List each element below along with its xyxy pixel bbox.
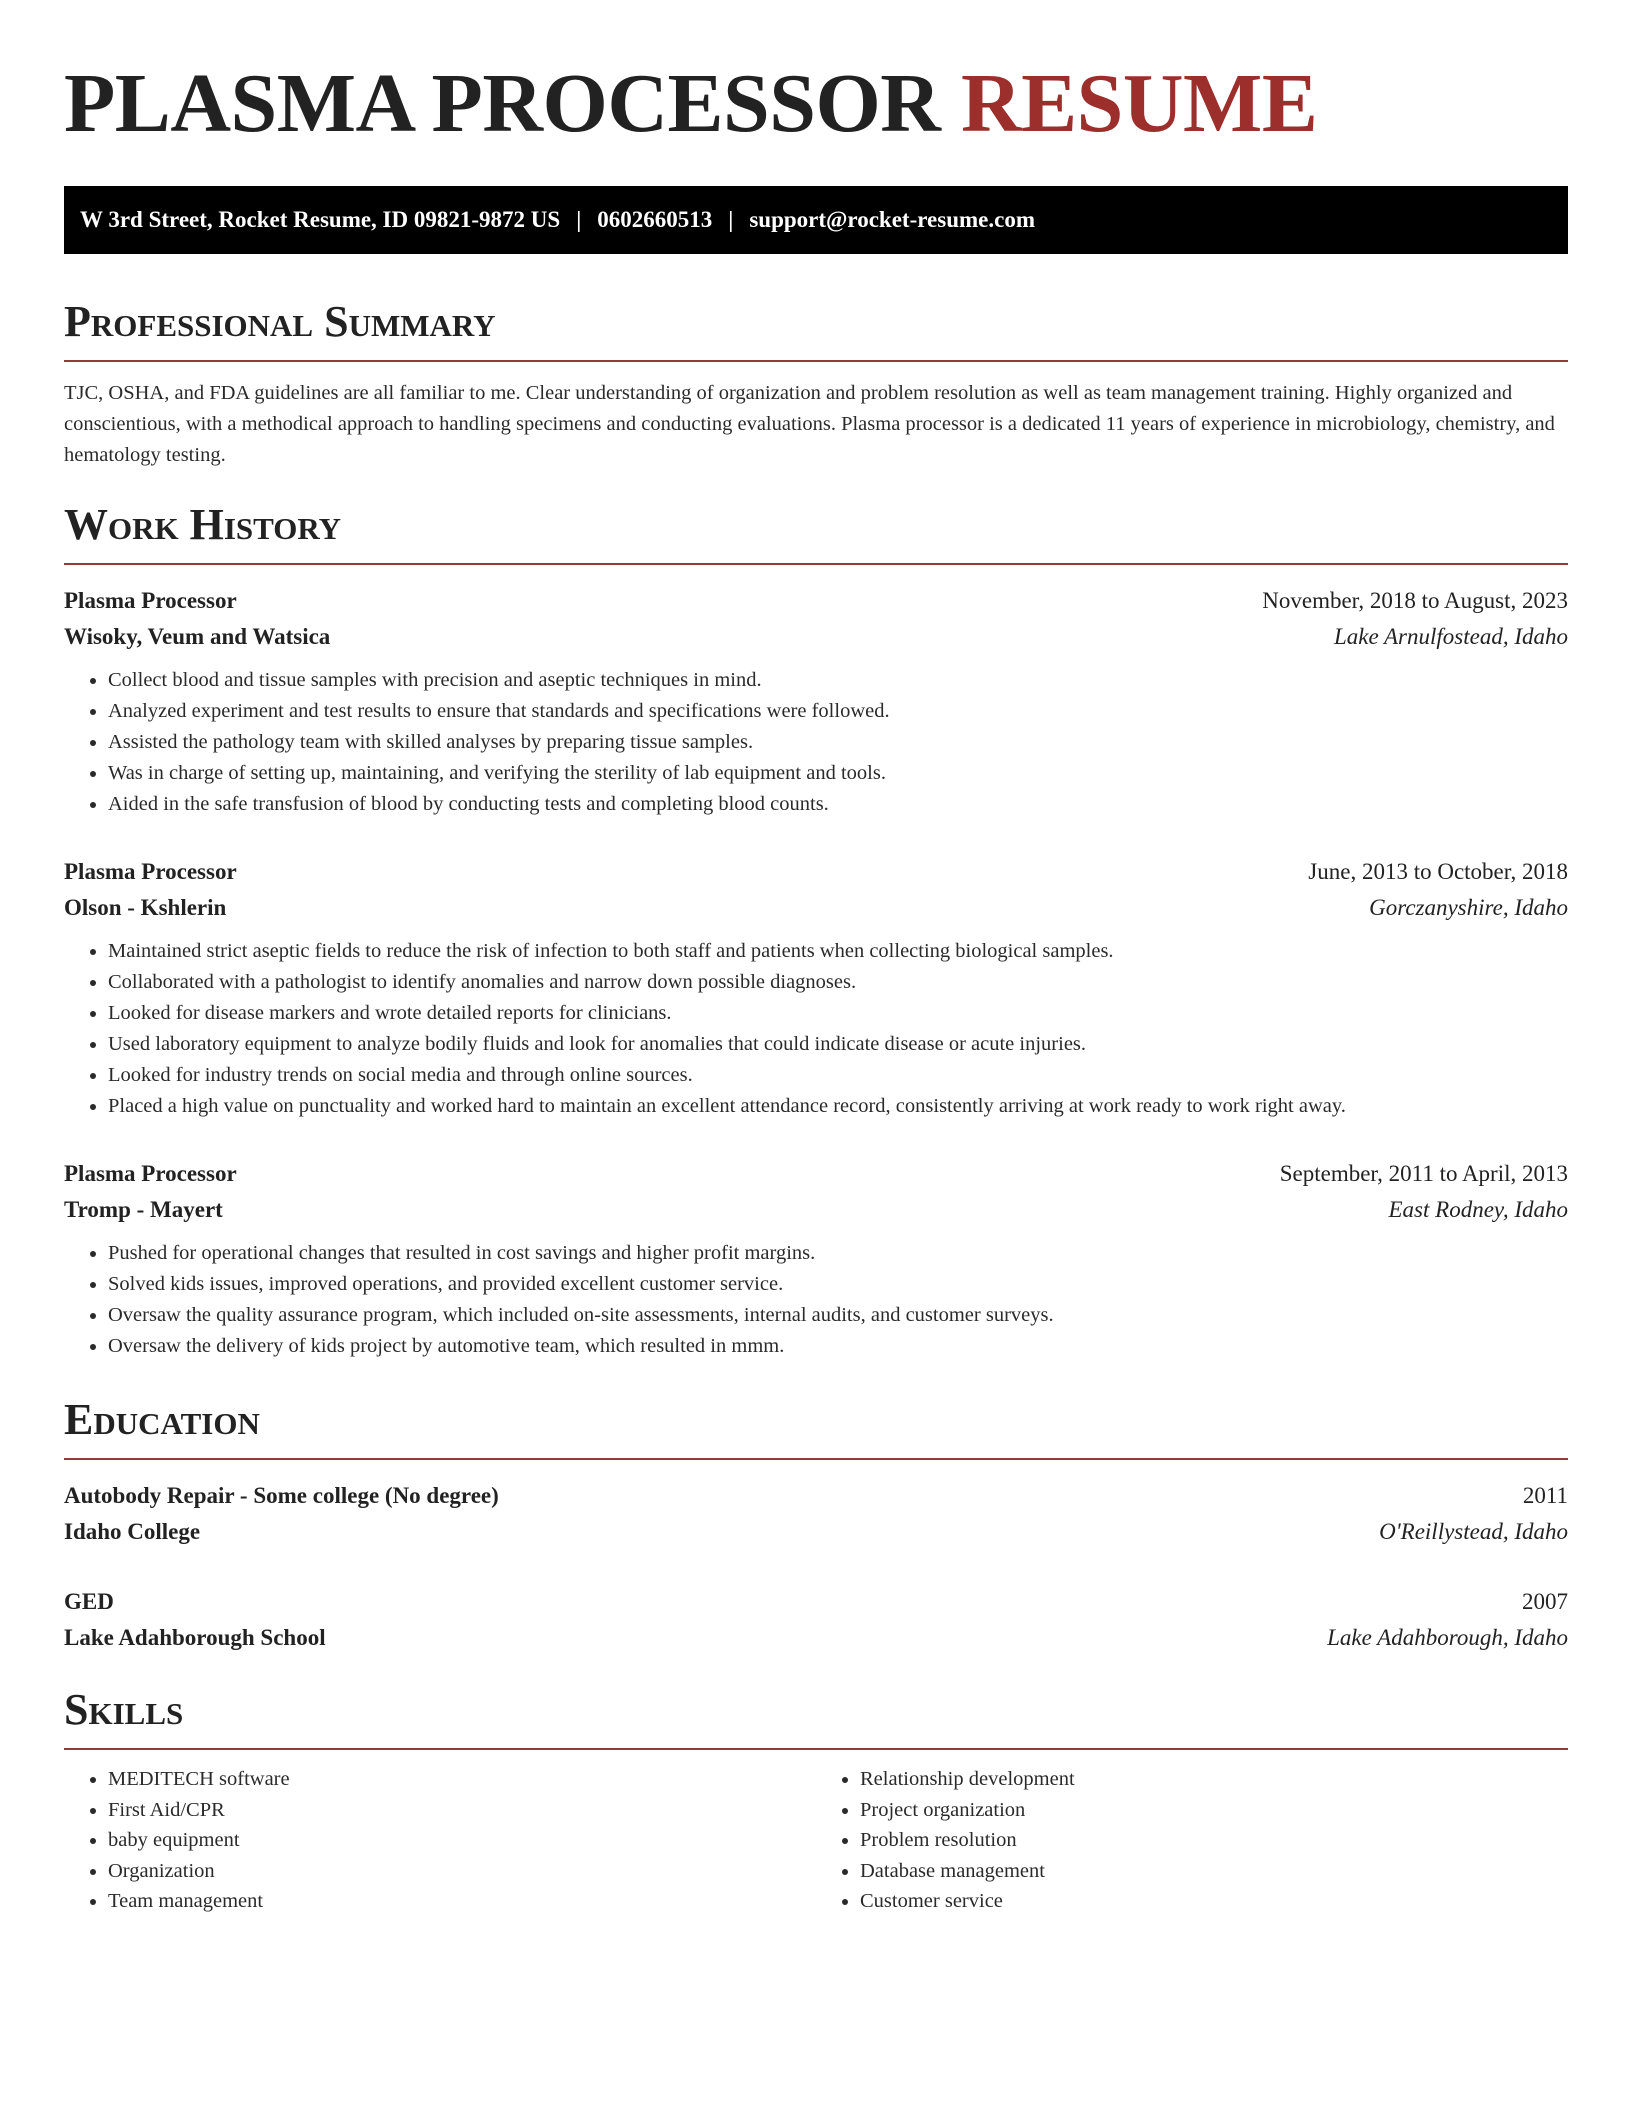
job-bullet: • Collaborated with a pathologist to identify anomalies and narrow down possible diagnoses. xyxy=(108,967,1568,998)
job-header-row xyxy=(64,1156,1568,1192)
job-bullet: • Oversaw the delivery of kids project by automotive team, which resulted in mmm. xyxy=(108,1331,1568,1362)
job-company-row xyxy=(64,890,1568,926)
job-dates: June, 2013 to October, 2018 xyxy=(1308,859,1568,884)
education-school-row xyxy=(64,1514,1568,1550)
education-degree: GED xyxy=(64,1589,114,1614)
job-bullets xyxy=(64,665,1568,820)
skill-item: • First Aid/CPR xyxy=(108,1795,816,1826)
summary-heading: Professional Summary xyxy=(64,297,496,346)
education-degree-row xyxy=(64,1478,1568,1514)
contact-email: support@rocket-resume.com xyxy=(749,207,1035,232)
skill-item: • baby equipment xyxy=(108,1825,816,1856)
job-company-row xyxy=(64,1192,1568,1228)
contact-separator: | xyxy=(728,207,734,232)
education-school-row xyxy=(64,1620,1568,1656)
skill-item: • Relationship development xyxy=(860,1764,1568,1795)
skill-item: • MEDITECH software xyxy=(108,1764,816,1795)
summary-text: TJC, OSHA, and FDA guidelines are all familiar to me. Clear understanding of organization and problem resolution as well as team management training. Highly organized and conscientious, with a methodical approach to handling specimens and conducting evaluations. Plasma processor is a dedicated 11 years of experience in microbiology, chemistry, and hematology testing. xyxy=(64,382,1555,466)
job-dates: November, 2018 to August, 2023 xyxy=(1262,588,1568,613)
section-divider xyxy=(64,1748,1568,1750)
contact-separator: | xyxy=(576,207,582,232)
job-bullet: • Assisted the pathology team with skilled analyses by preparing tissue samples. xyxy=(108,727,1568,758)
job-location: Lake Arnulfostead, Idaho xyxy=(1333,624,1568,649)
section-divider xyxy=(64,360,1568,362)
education-location: O'Reillystead, Idaho xyxy=(1379,1519,1568,1544)
job-company-row xyxy=(64,619,1568,655)
skill-item: • Database management xyxy=(860,1856,1568,1887)
job-dates: September, 2011 to April, 2013 xyxy=(1279,1161,1568,1186)
section-divider xyxy=(64,563,1568,565)
job-bullet: • Analyzed experiment and test results to ensure that standards and specifications were followed. xyxy=(108,696,1568,727)
education-entry xyxy=(64,1584,1568,1656)
contact-phone: 0602660513 xyxy=(597,207,713,232)
job-bullet: • Oversaw the quality assurance program, which included on-site assessments, internal audits, and customer surveys. xyxy=(108,1300,1568,1331)
education-heading: Education xyxy=(64,1395,260,1444)
job-title: Plasma Processor xyxy=(64,588,237,613)
skill-item: • Organization xyxy=(108,1856,816,1887)
skill-item: • Team management xyxy=(108,1886,816,1917)
job-bullet: • Aided in the safe transfusion of blood by conducting tests and completing blood counts. xyxy=(108,789,1568,820)
job-bullet: • Looked for industry trends on social media and through online sources. xyxy=(108,1060,1568,1091)
education-year: 2007 xyxy=(1522,1589,1568,1614)
job-bullet: • Was in charge of setting up, maintaining, and verifying the sterility of lab equipment and tools. xyxy=(108,758,1568,789)
job-company: Olson - Kshlerin xyxy=(64,895,227,920)
skills-grid xyxy=(64,1764,1568,1917)
job-company: Wisoky, Veum and Watsica xyxy=(64,624,331,649)
education-year: 2011 xyxy=(1522,1483,1568,1508)
resume-title-main: PLASMA PROCESSOR xyxy=(64,57,941,150)
education-location: Lake Adahborough, Idaho xyxy=(1327,1625,1568,1650)
education-school: Idaho College xyxy=(64,1519,201,1544)
job-header-row xyxy=(64,583,1568,619)
job-header-row xyxy=(64,854,1568,890)
job-location: East Rodney, Idaho xyxy=(1388,1197,1568,1222)
job-entry xyxy=(64,583,1568,820)
education-school: Lake Adahborough School xyxy=(64,1625,326,1650)
section-divider xyxy=(64,1458,1568,1460)
job-company: Tromp - Mayert xyxy=(64,1197,223,1222)
job-entry xyxy=(64,1156,1568,1362)
work-history-heading: Work History xyxy=(64,500,342,549)
contact-bar xyxy=(64,186,1568,254)
education-entry xyxy=(64,1478,1568,1550)
job-title: Plasma Processor xyxy=(64,859,237,884)
job-bullets xyxy=(64,936,1568,1122)
resume-title xyxy=(64,56,1568,152)
job-entry xyxy=(64,854,1568,1122)
education-degree-row xyxy=(64,1584,1568,1620)
skill-item: • Project organization xyxy=(860,1795,1568,1826)
job-bullets xyxy=(64,1238,1568,1362)
job-bullet: • Looked for disease markers and wrote detailed reports for clinicians. xyxy=(108,998,1568,1029)
skill-item: • Customer service xyxy=(860,1886,1568,1917)
skill-item: • Problem resolution xyxy=(860,1825,1568,1856)
skills-heading: Skills xyxy=(64,1685,184,1734)
skills-column-left xyxy=(64,1764,816,1917)
resume-title-accent: RESUME xyxy=(960,57,1318,150)
job-title: Plasma Processor xyxy=(64,1161,237,1186)
contact-address: W 3rd Street, Rocket Resume, ID 09821-9872 US xyxy=(80,207,561,232)
job-bullet: • Placed a high value on punctuality and worked hard to maintain an excellent attendance record, consistently arriving at work ready to work right away. xyxy=(108,1091,1568,1122)
job-bullet: • Pushed for operational changes that resulted in cost savings and higher profit margins. xyxy=(108,1238,1568,1269)
job-bullet: • Used laboratory equipment to analyze bodily fluids and look for anomalies that could indicate disease or acute injuries. xyxy=(108,1029,1568,1060)
job-bullet: • Collect blood and tissue samples with precision and aseptic techniques in mind. xyxy=(108,665,1568,696)
job-bullet: • Solved kids issues, improved operations, and provided excellent customer service. xyxy=(108,1269,1568,1300)
job-bullet: • Maintained strict aseptic fields to reduce the risk of infection to both staff and patients when collecting biological samples. xyxy=(108,936,1568,967)
job-location: Gorczanyshire, Idaho xyxy=(1369,895,1568,920)
education-degree: Autobody Repair - Some college (No degree) xyxy=(64,1483,499,1508)
skills-column-right xyxy=(816,1764,1568,1917)
